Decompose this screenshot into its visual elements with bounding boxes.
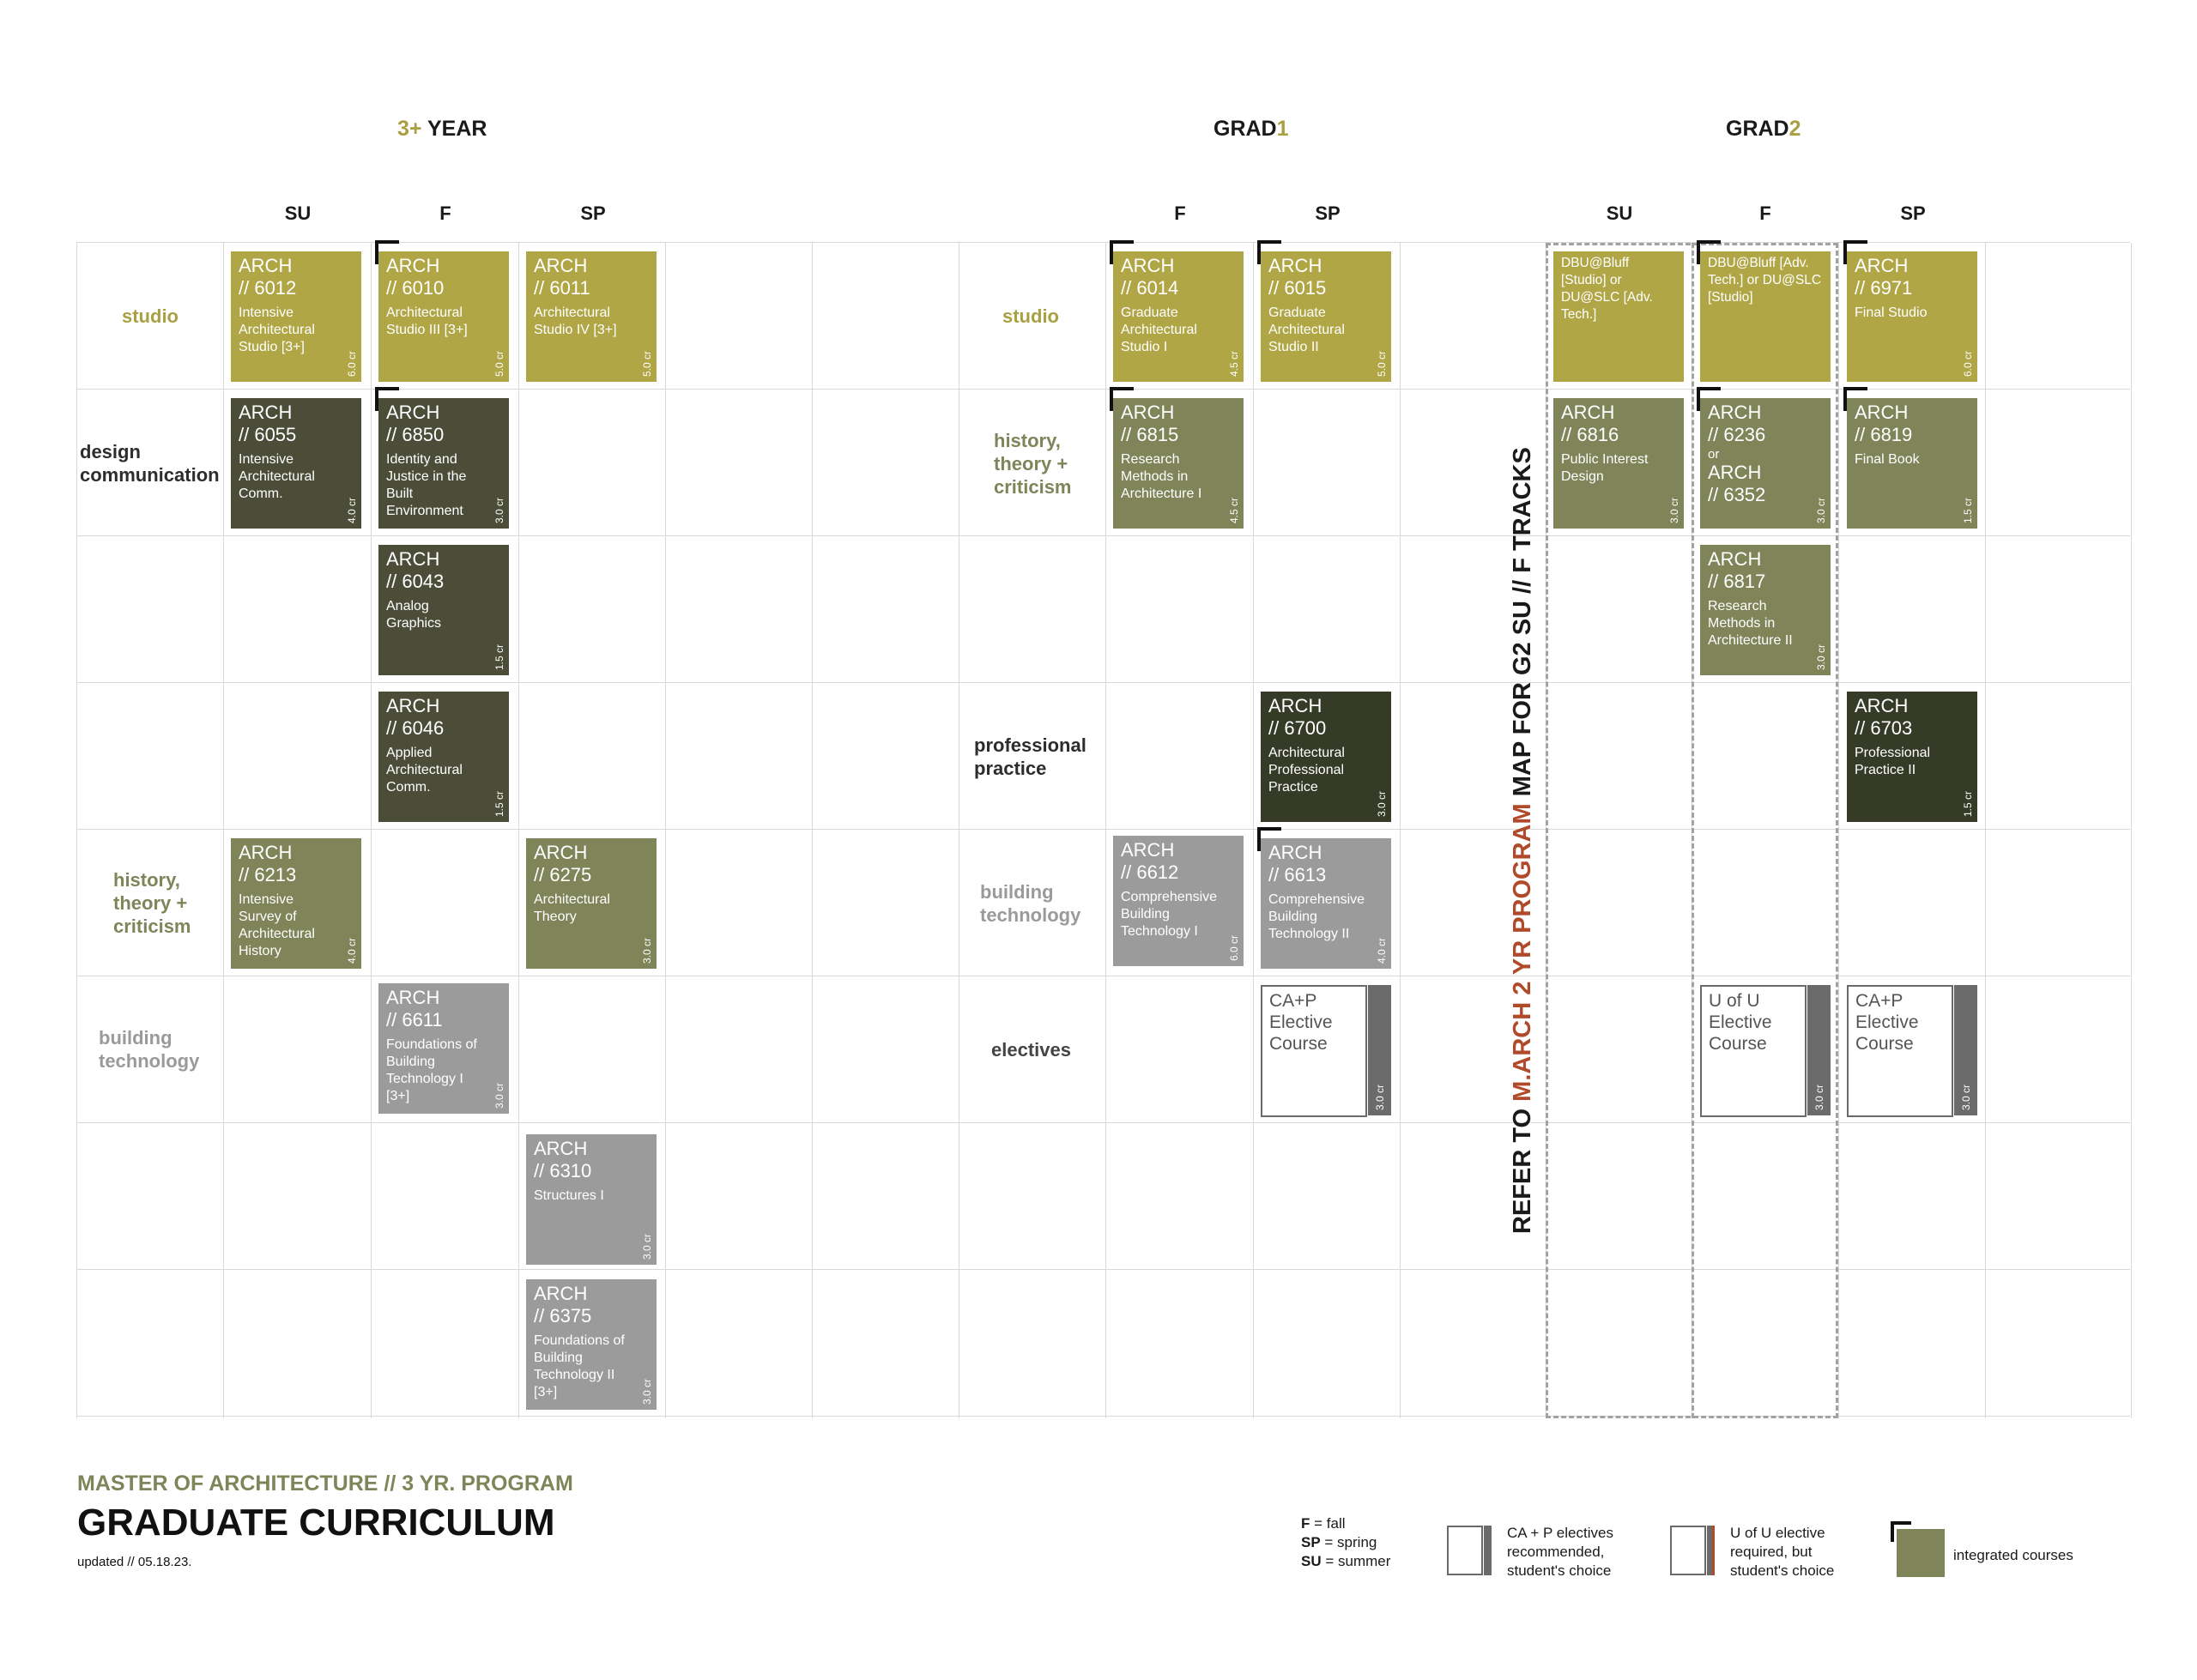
course-prefix: ARCH xyxy=(386,402,440,423)
course-prefix: ARCH xyxy=(1561,402,1615,423)
row-label-design-communication: design communication xyxy=(80,441,220,486)
course-credits: 3.0 cr xyxy=(1815,644,1827,670)
course-title: Final Book xyxy=(1855,452,1920,467)
row-label-electives: electives xyxy=(991,1039,1071,1061)
grid-line xyxy=(1985,243,1986,1418)
semester-sp-grad2: SP xyxy=(1900,202,1926,224)
course-arch-6236-or-6352[interactable] xyxy=(1700,398,1831,529)
course-credits: 6.0 cr xyxy=(1228,934,1240,961)
course-credits: 4.0 cr xyxy=(346,497,358,523)
course-number: // 6816 xyxy=(1561,424,1619,445)
footer-updated: updated // 05.18.23. xyxy=(77,1555,192,1569)
year-header-grad2: GRAD2 xyxy=(1726,117,1801,141)
swatch-box xyxy=(1447,1526,1483,1575)
course-credits: 3.0 cr xyxy=(1813,1084,1825,1110)
course-title: Identity and Justice in the Built Environment xyxy=(386,452,467,518)
legend-semester-key: F = fall SP = spring SU = summer xyxy=(1301,1515,1391,1569)
course-number: // 6012 xyxy=(239,277,297,299)
course-number: // 6819 xyxy=(1855,424,1913,445)
footer-subtitle: MASTER OF ARCHITECTURE // 3 YR. PROGRAM xyxy=(77,1472,573,1496)
course-number: // 6815 xyxy=(1121,424,1179,445)
course-prefix: ARCH xyxy=(239,842,293,863)
grid-line xyxy=(371,243,372,1418)
course-credits: 3.0 cr xyxy=(1376,790,1388,817)
course-arch-6043[interactable] xyxy=(378,545,509,675)
course-arch-6375[interactable] xyxy=(526,1279,657,1410)
semester-f-3plus: F xyxy=(439,202,451,224)
grid-line xyxy=(1105,243,1106,1418)
elective-label: U of U Elective Course xyxy=(1709,991,1772,1054)
course-title: Foundations of Building Technology I [3+] xyxy=(386,1037,477,1103)
course-arch-6310[interactable] xyxy=(526,1134,657,1265)
course-arch-6819[interactable] xyxy=(1847,398,1977,529)
course-credits: 1.5 cr xyxy=(1962,790,1974,817)
course-prefix: ARCH xyxy=(1708,548,1762,570)
course-arch-6055[interactable] xyxy=(231,398,361,529)
course-credits: 4.5 cr xyxy=(1228,350,1240,377)
course-number: // 6310 xyxy=(534,1160,592,1181)
course-prefix: ARCH xyxy=(1855,695,1909,716)
course-prefix: ARCH xyxy=(1268,842,1322,863)
course-arch-6014[interactable] xyxy=(1113,251,1244,382)
course-credits: 3.0 cr xyxy=(641,1233,653,1260)
course-number: // 6010 xyxy=(386,277,445,299)
course-number: // 6612 xyxy=(1121,861,1179,883)
course-title: Analog Graphics xyxy=(386,599,442,631)
elective-credit-bar xyxy=(1807,985,1831,1115)
legend-integrated-text: integrated courses xyxy=(1953,1547,2073,1563)
row-label-studio-grad: studio xyxy=(1002,305,1059,327)
legend-capc-swatch xyxy=(1447,1526,1488,1575)
grid-line xyxy=(223,243,224,1418)
course-prefix: ARCH xyxy=(1855,255,1909,276)
vertical-program-note xyxy=(1509,447,1537,1234)
course-number: // 6703 xyxy=(1855,717,1913,739)
course-prefix-alt: ARCH xyxy=(1708,462,1762,483)
elective-credit-bar xyxy=(1954,985,1977,1115)
course-arch-6700[interactable] xyxy=(1261,692,1391,822)
course-prefix: ARCH xyxy=(1121,839,1175,861)
elective-box xyxy=(1700,985,1807,1117)
course-title: DBU@Bluff [Studio] or DU@SLC [Adv. Tech.] xyxy=(1561,256,1653,322)
course-dbu-bluff-su[interactable] xyxy=(1553,251,1684,382)
footer-title: GRADUATE CURRICULUM xyxy=(77,1502,555,1544)
course-prefix: ARCH xyxy=(386,987,440,1008)
semester-f-grad2: F xyxy=(1759,202,1771,224)
course-arch-6850[interactable] xyxy=(378,398,509,529)
legend-integrated-swatch xyxy=(1897,1529,1945,1577)
semester-su-grad2: SU xyxy=(1606,202,1633,224)
course-credits: 5.0 cr xyxy=(1376,350,1388,377)
grid-line xyxy=(812,243,813,1418)
note-program-link[interactable]: M.ARCH 2 YR PROGRAM xyxy=(1509,803,1536,1102)
course-title: Foundations of Building Technology II [3+] xyxy=(534,1333,625,1399)
elective-label: CA+P Elective Course xyxy=(1855,991,1919,1054)
course-prefix: ARCH xyxy=(1268,255,1322,276)
course-title: Graduate Architectural Studio II xyxy=(1268,305,1345,354)
grid-line xyxy=(1253,243,1254,1418)
course-title: Comprehensive Building Technology II xyxy=(1268,892,1365,941)
grad2-track-divider xyxy=(1692,243,1694,1418)
course-arch-6015[interactable] xyxy=(1261,251,1391,382)
grid-line xyxy=(76,243,77,1418)
course-number-alt: // 6352 xyxy=(1708,484,1766,505)
course-title: Architectural Professional Practice xyxy=(1268,746,1345,795)
note-part: REFER TO xyxy=(1509,1101,1536,1234)
course-arch-6213[interactable] xyxy=(231,838,361,969)
course-number: // 6817 xyxy=(1708,571,1766,592)
course-credits: 5.0 cr xyxy=(641,350,653,377)
note-part: MAP FOR G2 SU // F TRACKS xyxy=(1509,447,1536,804)
course-dbu-bluff-f[interactable] xyxy=(1700,251,1831,382)
legend-uofu-text: U of U elective required, but student's choice xyxy=(1730,1525,1835,1579)
course-arch-6971[interactable] xyxy=(1847,251,1977,382)
course-prefix: ARCH xyxy=(386,255,440,276)
grid-line xyxy=(2131,243,2132,1418)
course-credits: 3.0 cr xyxy=(1815,497,1827,523)
course-title: Architectural Studio III [3+] xyxy=(386,305,468,337)
course-prefix: ARCH xyxy=(534,1138,588,1159)
course-arch-6012[interactable] xyxy=(231,251,361,382)
course-title: DBU@Bluff [Adv. Tech.] or DU@SLC [Studio] xyxy=(1708,256,1822,305)
course-arch-6816[interactable] xyxy=(1553,398,1684,529)
grid-line xyxy=(1400,243,1401,1418)
semester-sp-grad1: SP xyxy=(1315,202,1341,224)
elective-box xyxy=(1847,985,1953,1117)
elective-credit-bar xyxy=(1368,985,1391,1115)
course-number: // 6236 xyxy=(1708,424,1766,445)
swatch-bar xyxy=(1707,1526,1715,1575)
course-arch-6817[interactable] xyxy=(1700,545,1831,675)
course-credits: 3.0 cr xyxy=(1374,1084,1386,1110)
course-credits: 6.0 cr xyxy=(346,350,358,377)
course-title: Intensive Architectural Comm. xyxy=(239,452,315,501)
course-number: // 6011 xyxy=(534,277,590,299)
course-number: // 6971 xyxy=(1855,277,1913,299)
course-title: Comprehensive Building Technology I xyxy=(1121,890,1218,939)
course-title: Applied Architectural Comm. xyxy=(386,746,463,795)
course-number: // 6043 xyxy=(386,571,445,592)
grid-line xyxy=(665,243,666,1418)
course-credits: 5.0 cr xyxy=(493,350,505,377)
course-title: Architectural Studio IV [3+] xyxy=(534,305,617,337)
course-credits: 1.5 cr xyxy=(493,644,505,670)
semester-sp-3plus: SP xyxy=(580,202,606,224)
course-arch-6275[interactable] xyxy=(526,838,657,969)
course-title: Architectural Theory xyxy=(534,892,610,924)
course-arch-6612[interactable] xyxy=(1113,836,1244,966)
course-prefix: ARCH xyxy=(1855,402,1909,423)
course-title: Final Studio xyxy=(1855,305,1928,320)
course-number: // 6375 xyxy=(534,1305,592,1326)
legend-capc-text: CA + P electives recommended, student's choice xyxy=(1507,1525,1613,1579)
course-number: // 6850 xyxy=(386,424,445,445)
course-arch-6703[interactable] xyxy=(1847,692,1977,822)
legend-uofu-swatch xyxy=(1670,1526,1711,1575)
row-label-building-technology-grad: building technology xyxy=(980,881,1081,926)
course-credits: 3.0 cr xyxy=(493,1082,505,1109)
course-number: // 6611 xyxy=(386,1009,443,1030)
course-arch-6613[interactable] xyxy=(1261,838,1391,969)
course-credits: 3.0 cr xyxy=(641,1378,653,1405)
row-label-building-technology: building technology xyxy=(99,1027,200,1072)
course-prefix: ARCH xyxy=(1268,695,1322,716)
elective-label: CA+P Elective Course xyxy=(1269,991,1333,1054)
course-number: // 6613 xyxy=(1268,864,1327,885)
course-title: Intensive Survey of Architectural History xyxy=(239,892,315,958)
elective-uofu-grad2-f[interactable] xyxy=(1700,985,1831,1115)
year-header-grad1: GRAD1 xyxy=(1213,117,1289,141)
course-title: Graduate Architectural Studio I xyxy=(1121,305,1197,354)
course-title: Research Methods in Architecture I xyxy=(1121,452,1202,501)
course-credits: 1.5 cr xyxy=(493,790,505,817)
row-label-history-theory-grad: history, theory + criticism xyxy=(994,430,1072,498)
course-credits: 4.5 cr xyxy=(1228,497,1240,523)
course-prefix: ARCH xyxy=(534,842,588,863)
course-number: // 6015 xyxy=(1268,277,1327,299)
course-number: // 6275 xyxy=(534,864,592,885)
course-credits: 4.0 cr xyxy=(346,937,358,964)
course-number: // 6055 xyxy=(239,424,297,445)
elective-capc-grad1-sp[interactable] xyxy=(1261,985,1391,1115)
course-prefix: ARCH xyxy=(534,255,588,276)
course-title: Intensive Architectural Studio [3+] xyxy=(239,305,315,354)
grid-line xyxy=(1838,243,1839,1418)
course-credits: 3.0 cr xyxy=(493,497,505,523)
semester-su-3plus: SU xyxy=(284,202,312,224)
course-number: // 6014 xyxy=(1121,277,1179,299)
course-number: // 6213 xyxy=(239,864,297,885)
elective-box xyxy=(1261,985,1367,1117)
course-prefix: ARCH xyxy=(534,1283,588,1304)
swatch-box xyxy=(1670,1526,1706,1575)
course-title: Research Methods in Architecture II xyxy=(1708,599,1793,648)
course-credits: 3.0 cr xyxy=(641,937,653,964)
course-credits: 3.0 cr xyxy=(1960,1084,1972,1110)
course-credits: 3.0 cr xyxy=(1668,497,1680,523)
course-credits: 6.0 cr xyxy=(1962,350,1974,377)
row-label-history-theory: history, theory + criticism xyxy=(113,869,191,937)
elective-capc-grad2-sp[interactable] xyxy=(1847,985,1977,1115)
course-number: // 6046 xyxy=(386,717,445,739)
row-label-professional-practice: professional practice xyxy=(974,734,1086,779)
course-prefix: ARCH xyxy=(1121,402,1175,423)
course-prefix: ARCH xyxy=(239,255,293,276)
course-arch-6611[interactable] xyxy=(378,983,509,1114)
course-arch-6046[interactable] xyxy=(378,692,509,822)
course-title: Structures I xyxy=(534,1188,604,1203)
row-label-studio: studio xyxy=(122,305,179,327)
semester-f-grad1: F xyxy=(1174,202,1186,224)
course-credits: 1.5 cr xyxy=(1962,497,1974,523)
course-prefix: ARCH xyxy=(386,548,440,570)
course-arch-6815[interactable] xyxy=(1113,398,1244,529)
course-number: // 6700 xyxy=(1268,717,1327,739)
course-title: Public Interest Design xyxy=(1561,452,1649,484)
course-title: Professional Practice II xyxy=(1855,746,1931,777)
course-arch-6010[interactable] xyxy=(378,251,509,382)
course-prefix: ARCH xyxy=(1121,255,1175,276)
course-prefix: ARCH xyxy=(386,695,440,716)
course-prefix: ARCH xyxy=(1708,402,1762,423)
swatch-bar xyxy=(1484,1526,1492,1575)
course-arch-6011[interactable] xyxy=(526,251,657,382)
course-or: or xyxy=(1708,447,1720,462)
grid-line xyxy=(518,243,519,1418)
year-header-3plus: 3+ YEAR xyxy=(397,117,487,141)
course-prefix: ARCH xyxy=(239,402,293,423)
course-credits: 4.0 cr xyxy=(1376,937,1388,964)
